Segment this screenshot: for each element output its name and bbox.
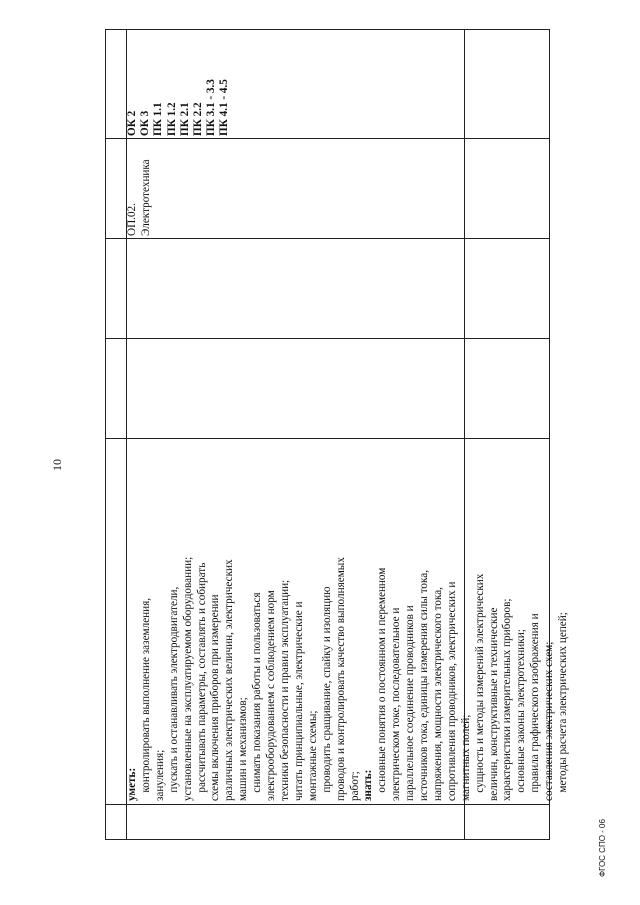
text-line: сопротивления проводников, электрических и: [445, 581, 458, 801]
competency-code: ОК 3: [139, 110, 152, 136]
text-line: зануления;: [153, 749, 166, 801]
text-line: электрооборудованием с соблюдением норм: [265, 590, 278, 801]
text-line: основные законы электротехники;: [515, 629, 528, 801]
text-line: пускать и останавливать электродвигатели,: [167, 586, 180, 801]
footer-label: ФГОС СПО - 06: [598, 819, 607, 877]
text-line: методы расчета электрических цепей;: [557, 612, 570, 801]
page-number: 10: [50, 459, 64, 471]
knowledge-cell: [126, 443, 571, 801]
column-divider: [106, 804, 549, 805]
competency-code: ПК 2.1: [178, 102, 191, 136]
curriculum-table: [105, 29, 570, 840]
column-divider: [106, 238, 549, 239]
text-line: напряжения, мощности электрического тока,: [431, 587, 444, 801]
competency-code: ОК 2: [126, 110, 138, 136]
text-line: проводов и контролировать качество выполняемых: [334, 557, 347, 801]
text-line: величин, конструктивные и технические: [487, 607, 500, 801]
text-line: монтажные схемы;: [306, 710, 319, 801]
column-divider: [106, 438, 549, 439]
column-divider: [106, 338, 549, 339]
text-line: схемы включения приборов при измерении: [209, 594, 222, 801]
text-line: проводить сращивание, спайку и изоляцию: [320, 586, 333, 801]
competency-code: ПК 1.2: [165, 102, 178, 136]
text-line: рассчитывать параметры, составлять и собирать: [195, 562, 208, 801]
competency-code: ПК 4.1 - 4.5: [218, 79, 231, 136]
text-line: установленные на эксплуатируемом оборудовании;: [181, 556, 194, 801]
umet-heading: уметь:: [126, 767, 138, 801]
text-line: параллельное соединение проводников и: [404, 605, 417, 801]
text-line: снимать показания работы и пользоваться: [251, 592, 264, 801]
text-line: правила графического изображения и: [529, 613, 542, 801]
discipline-cell: [126, 141, 154, 236]
competency-code: ПК 3.1 - 3.3: [205, 79, 218, 136]
text-line: характеристики измерительных приборов;: [501, 598, 514, 801]
text-line: магнитных полей;: [459, 714, 472, 801]
column-divider: [106, 138, 549, 139]
text-line: машин и механизмов;: [237, 697, 250, 801]
competency-code: ПК 2.2: [192, 102, 205, 136]
znat-heading: знать:: [362, 769, 375, 801]
text-line: основные понятия о постоянном и переменном: [376, 567, 389, 801]
text-line: сущность и методы измерений электрических: [473, 573, 486, 801]
discipline-name: Электротехника: [139, 159, 152, 236]
text-line: различных электрических величин, электрических: [223, 559, 236, 801]
discipline-code: ОП.02.: [126, 203, 138, 236]
znat-list: [376, 443, 571, 801]
text-line: электрическом токе, последовательное и: [390, 607, 403, 801]
text-line: контролировать выполнение заземления,: [139, 597, 152, 801]
competencies-list: [126, 32, 232, 136]
competency-code: ПК 1.1: [152, 102, 165, 136]
text-line: работ;: [348, 771, 361, 801]
text-line: техники безопасности и правил эксплуатации;: [278, 579, 291, 801]
umet-list: [140, 443, 363, 801]
text-line: источников тока, единицы измерения силы тока,: [418, 569, 431, 801]
rotated-page: [20, 35, 620, 885]
text-line: читать принципиальные, электрические и: [292, 601, 305, 801]
text-line: составления электрических схем;: [543, 641, 556, 801]
competencies-cell: [126, 32, 232, 136]
